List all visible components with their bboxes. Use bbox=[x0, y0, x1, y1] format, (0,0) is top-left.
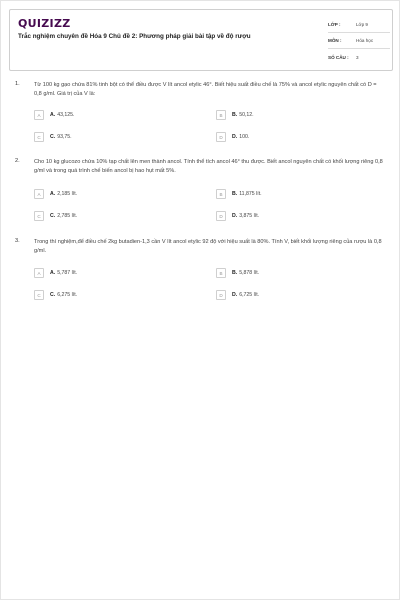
option-letter: C. bbox=[50, 292, 56, 298]
question-number: 3. bbox=[15, 238, 20, 244]
option-box: B bbox=[216, 268, 226, 278]
option-letter: A. bbox=[50, 112, 56, 118]
option-letter: A. bbox=[50, 270, 56, 276]
option-box: D bbox=[216, 132, 226, 142]
option-letter: A. bbox=[50, 191, 56, 197]
option-b[interactable] bbox=[216, 189, 262, 199]
option-text: 2,185 lít. bbox=[57, 191, 78, 197]
option-text: 50,12. bbox=[239, 112, 254, 118]
option-text: 11,875 lít. bbox=[239, 191, 262, 197]
meta-info bbox=[328, 17, 390, 65]
meta-row-class bbox=[328, 17, 390, 33]
option-d[interactable] bbox=[216, 211, 259, 221]
option-text: 43,125. bbox=[57, 112, 75, 118]
option-c[interactable] bbox=[34, 132, 72, 142]
option-a[interactable] bbox=[34, 189, 77, 199]
option-box: D bbox=[216, 211, 226, 221]
option-letter: C. bbox=[50, 134, 56, 140]
meta-label: SỐ CÂU : bbox=[328, 54, 349, 60]
question-number: 2. bbox=[15, 158, 20, 164]
meta-label: MÔN : bbox=[328, 38, 342, 43]
option-b[interactable] bbox=[216, 268, 259, 278]
meta-label: LỚP : bbox=[328, 22, 341, 27]
option-letter: B. bbox=[232, 270, 238, 276]
option-letter: D. bbox=[232, 292, 238, 298]
worksheet-title: Trắc nghiệm chuyên đề Hóa 9 Chủ đề 2: Phương pháp giải bài tập về độ rượu bbox=[18, 33, 251, 40]
option-letter: B. bbox=[232, 112, 238, 118]
option-a[interactable] bbox=[34, 110, 75, 120]
option-letter: D. bbox=[232, 213, 238, 219]
option-text: 5,878 lít. bbox=[239, 270, 260, 276]
option-text: 5,787 lít. bbox=[57, 270, 78, 276]
meta-row-count bbox=[328, 49, 390, 65]
option-letter: C. bbox=[50, 213, 56, 219]
option-text: 93,75. bbox=[57, 134, 72, 140]
worksheet-header bbox=[9, 9, 393, 71]
option-text: 6,725 lít. bbox=[239, 292, 260, 298]
meta-value: 3 bbox=[356, 54, 359, 60]
option-text: 3,875 lít. bbox=[239, 213, 260, 219]
option-c[interactable] bbox=[34, 211, 77, 221]
meta-value: Hóa học bbox=[356, 38, 374, 43]
option-box: C bbox=[34, 290, 44, 300]
option-letter: B. bbox=[232, 191, 238, 197]
option-b[interactable] bbox=[216, 110, 254, 120]
meta-value: Lớp 9 bbox=[356, 22, 368, 27]
option-box: A bbox=[34, 268, 44, 278]
option-box: A bbox=[34, 110, 44, 120]
option-text: 2,785 lít. bbox=[57, 213, 78, 219]
option-box: C bbox=[34, 132, 44, 142]
option-text: 100. bbox=[239, 134, 250, 140]
question-text: Cho 10 kg glucozo chứa 10% tạp chất lên men thành ancol. Tính thể tích ancol 46° thu được. Biết ancol nguyên chất có khối lượng riêng 0,8 g/ml và trong quá trình chế biến ancol bị hao hụt mất 5%. bbox=[34, 159, 383, 174]
option-box: D bbox=[216, 290, 226, 300]
meta-row-subject bbox=[328, 33, 390, 49]
option-d[interactable] bbox=[216, 290, 259, 300]
option-d[interactable] bbox=[216, 132, 249, 142]
option-text: 6,275 lít. bbox=[57, 292, 78, 298]
question-text: Trong thí nghiệm,để điều chế 2kg butadien-1,3 cần V lít ancol etylic 92 độ với hiệu suất là 80%. Tính V, biết khối lượng riêng của rượu là 0,8 g/ml. bbox=[34, 239, 382, 254]
option-box: B bbox=[216, 189, 226, 199]
option-letter: D. bbox=[232, 134, 238, 140]
option-box: C bbox=[34, 211, 44, 221]
quizizz-logo: QUIZIZZ bbox=[18, 17, 71, 30]
question-text: Từ 100 kg gạo chứa 81% tinh bột có thể điều được V lít ancol etylic 46°. Biết hiệu suất điều chế là 75% và ancol etylic nguyên chất có D = 0,8 g/ml. Giá trị của V là: bbox=[34, 82, 377, 97]
option-c[interactable] bbox=[34, 290, 77, 300]
option-a[interactable] bbox=[34, 268, 77, 278]
option-box: A bbox=[34, 189, 44, 199]
question-number: 1. bbox=[15, 81, 20, 87]
option-box: B bbox=[216, 110, 226, 120]
